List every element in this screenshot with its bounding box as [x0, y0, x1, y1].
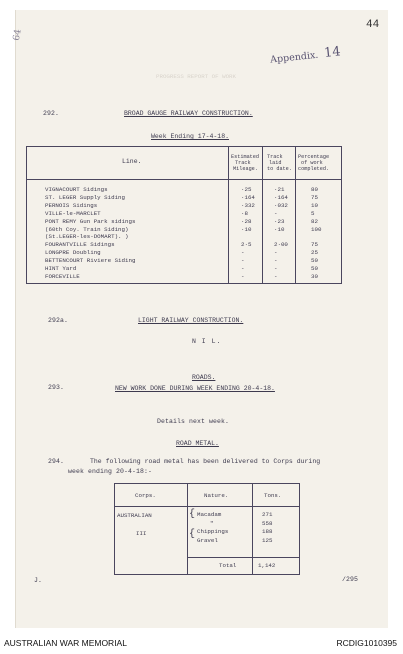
row-laid: ·23: [274, 217, 285, 225]
col-header-estimated: Estimated Track Mileage.: [231, 154, 260, 172]
initials: J.: [34, 577, 43, 584]
section-292a-number: 292a.: [48, 317, 69, 324]
metal-tons: 558: [262, 519, 273, 527]
section-293-title: ROADS.: [192, 374, 216, 381]
metal-tons: 271: [262, 511, 273, 518]
row-line: (St.LEGER-les-DOMART). ): [45, 233, 129, 241]
section-294-text-line1: The following road metal has been delivered to Corps during: [90, 458, 321, 465]
appendix-text: Appendix.: [269, 49, 319, 66]
row-percentage: 100: [311, 225, 322, 233]
metal-nature: Macadam: [197, 511, 222, 518]
row-estimated: -: [241, 272, 245, 280]
appendix-label: [269, 44, 341, 66]
row-estimated: ·10: [241, 225, 252, 233]
brace-left: {: [189, 529, 196, 540]
faint-heading: PROGRESS REPORT OF WORK: [156, 73, 237, 80]
row-percentage: 75: [311, 241, 318, 249]
row-estimated: -: [241, 249, 245, 257]
row-estimated: -: [241, 257, 245, 265]
row-estimated: ·332: [241, 201, 255, 209]
col-header-corps: Corps.: [135, 492, 156, 499]
row-line: LONGPRE Doubling: [45, 249, 101, 257]
row-line: PERNOIS Sidings: [45, 201, 98, 209]
row-laid: -: [274, 272, 278, 280]
row-laid: -: [274, 265, 278, 272]
metal-nature: Gravel: [197, 536, 218, 544]
row-estimated: ·164: [241, 193, 255, 201]
row-percentage: 25: [311, 249, 318, 257]
section-293-body: Details next week.: [157, 418, 230, 425]
railway-table: [26, 146, 342, 284]
section-293-number: 293.: [48, 384, 65, 391]
corner-mark: 64: [11, 28, 24, 42]
row-percentage: 10: [311, 201, 318, 209]
row-line: HINT Yard: [45, 265, 77, 272]
row-percentage: 82: [311, 217, 318, 225]
row-line: VIGNACOURT Sidings: [45, 186, 108, 193]
document-page: [11, 10, 388, 628]
row-line: FORCEVILLE: [45, 272, 80, 280]
col-header-tons: Tons.: [264, 492, 282, 499]
metal-tons: 188: [262, 528, 273, 535]
row-laid: -: [274, 249, 278, 257]
next-reference: /295: [342, 576, 359, 583]
row-percentage: 80: [311, 186, 318, 193]
row-line: ST. LEGER Supply Siding: [45, 193, 126, 201]
row-laid: 2·00: [274, 241, 288, 249]
section-292a-body: N I L.: [192, 338, 222, 345]
row-estimated: -: [241, 265, 245, 272]
col-header-laid: Track laid to date.: [267, 154, 292, 172]
corps-iii: III: [136, 530, 147, 537]
row-laid: -: [274, 209, 278, 217]
col-header-nature: Nature.: [204, 492, 229, 499]
row-line: VILLE-le-MARCLET: [45, 209, 101, 217]
appendix-number: 14: [323, 44, 342, 61]
row-percentage: 30: [311, 272, 318, 280]
row-line: PONT REMY Gun Park sidings: [45, 217, 136, 225]
row-percentage: 5: [311, 209, 315, 217]
section-294-number: 294.: [48, 458, 65, 465]
metal-nature: Chippings: [197, 528, 229, 535]
section-294-title: ROAD METAL.: [176, 440, 219, 447]
corps-australian: AUSTRALIAN: [117, 512, 152, 519]
row-laid: ·21: [274, 186, 285, 193]
metal-tons: 125: [262, 536, 273, 544]
row-estimated: ·28: [241, 217, 252, 225]
col-header-line: Line.: [122, 158, 142, 165]
row-laid: ·032: [274, 201, 288, 209]
page-number: 44: [366, 19, 380, 31]
section-292-title: BROAD GAUGE RAILWAY CONSTRUCTION.: [124, 110, 253, 117]
section-292a-title: LIGHT RAILWAY CONSTRUCTION.: [138, 317, 244, 324]
road-metal-table: [114, 483, 300, 575]
row-laid: ·164: [274, 193, 288, 201]
row-line: BETTENCOURT Riviere Siding: [45, 257, 136, 265]
metal-nature: ": [210, 519, 214, 527]
row-line: FOURANTVILLE Sidings: [45, 241, 115, 249]
total-value: 1,142: [258, 562, 276, 569]
row-estimated: ·25: [241, 186, 252, 193]
section-293-subtitle: NEW WORK DONE DURING WEEK ENDING 20-4-18.: [115, 385, 275, 392]
row-laid: -: [274, 257, 278, 265]
section-294-text-line2: week ending 20-4-18:-: [68, 468, 153, 475]
row-estimated: 2·5: [241, 241, 252, 249]
section-292-number: 292.: [43, 110, 60, 117]
brace-left-2: {: [189, 509, 196, 520]
row-line: (60th Coy. Train Siding): [45, 225, 129, 233]
col-header-percentage: Percentage of work completed.: [298, 154, 330, 172]
row-percentage: 50: [311, 265, 318, 272]
footer-right: RCDIG1010395: [336, 638, 397, 648]
row-percentage: 50: [311, 257, 318, 265]
row-estimated: ·8: [241, 209, 248, 217]
week-ending-label: Week Ending 17-4-18.: [151, 133, 230, 140]
row-laid: ·10: [274, 225, 285, 233]
footer-bar: [0, 634, 403, 654]
footer-left: AUSTRALIAN WAR MEMORIAL: [4, 638, 127, 648]
row-percentage: 75: [311, 193, 318, 201]
total-label: Total: [219, 562, 237, 569]
